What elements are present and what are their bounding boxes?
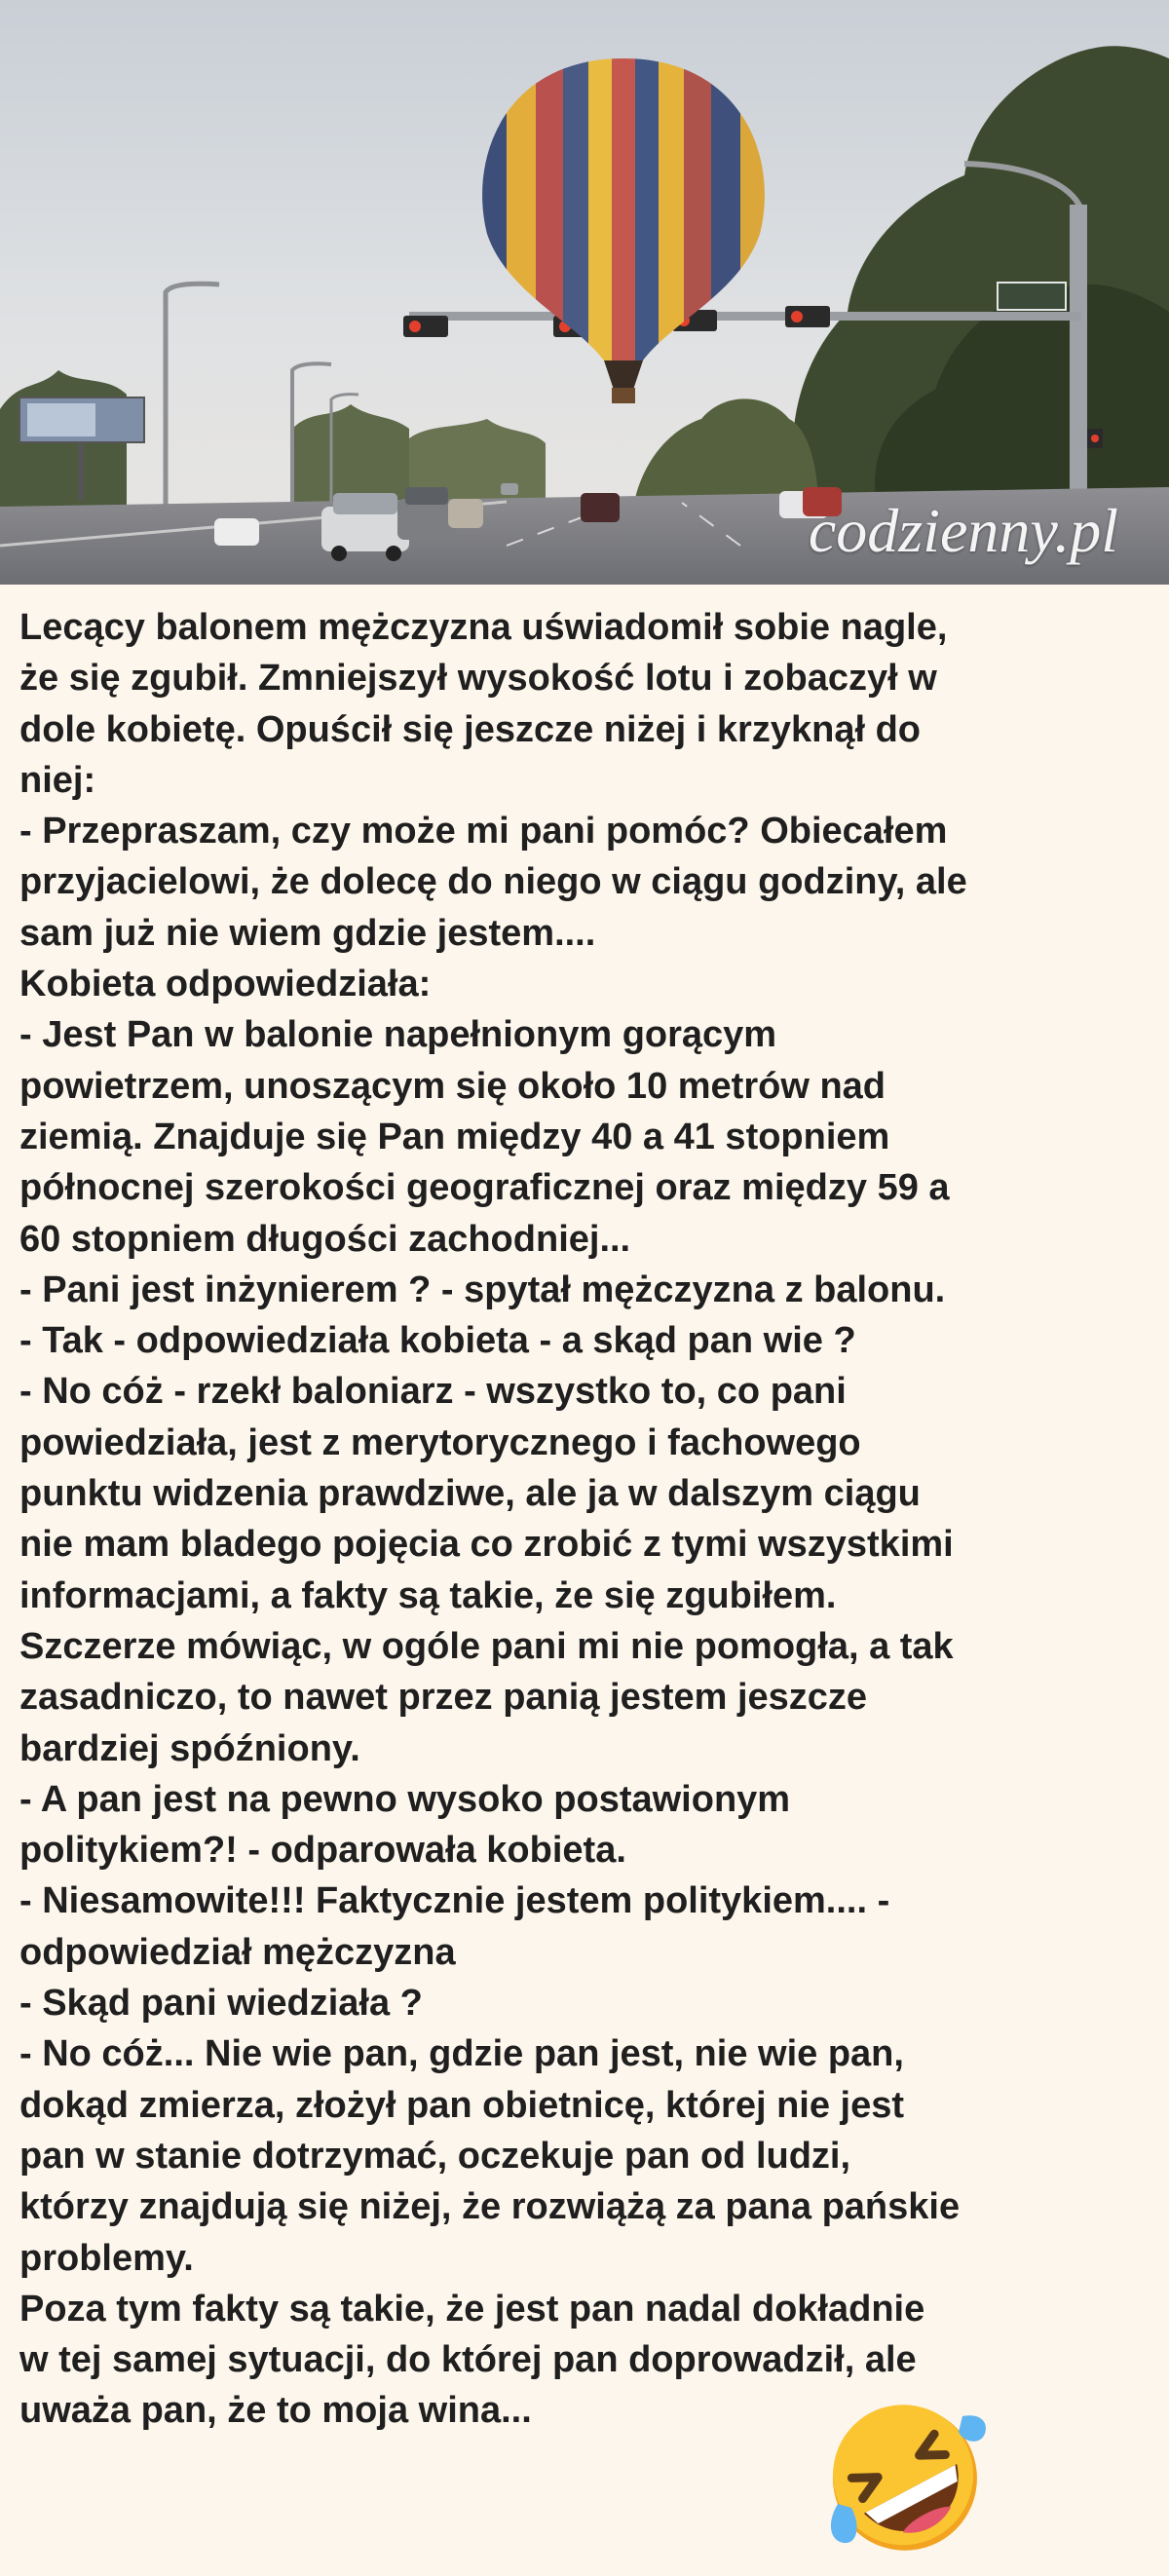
story-line: przyjacielowi, że dolecę do niego w ciągu godziny, ale — [19, 861, 967, 903]
story-line: politykiem?! - odparowała kobieta. — [19, 1830, 626, 1872]
story-line: - Skąd pani wiedziała ? — [19, 1983, 423, 2025]
story-line: którzy znajdują się niżej, że rozwiążą za pana pańskie — [19, 2186, 961, 2228]
story-line: - Przepraszam, czy może mi pani pomóc? Obiecałem — [19, 811, 948, 852]
story-line: dole kobietę. Opuścił się jeszcze niżej i krzyknął do — [19, 708, 921, 750]
story-line: informacjami, a fakty są takie, że się zgubiłem. — [19, 1574, 837, 1616]
story-line: nie mam bladego pojęcia co zrobić z tymi wszystkimi — [19, 1524, 954, 1566]
story-line: uważa pan, że to moja wina... — [19, 2390, 532, 2432]
story-line: - Jest Pan w balonie napełnionym gorącym — [19, 1014, 777, 1056]
story-line: - No cóż - rzekł baloniarz - wszystko to, co pani — [19, 1371, 847, 1413]
hot-air-balloon-photo — [0, 0, 1169, 585]
story-line: odpowiedział mężczyzna — [19, 1931, 456, 1973]
story-line: że się zgubił. Zmniejszył wysokość lotu i zobaczył w — [19, 658, 937, 700]
story-line: - No cóż... Nie wie pan, gdzie pan jest, nie wie pan, — [19, 2033, 904, 2075]
watermark-text: codzienny.pl — [808, 496, 1118, 565]
story-line: Kobieta odpowiedziała: — [19, 964, 432, 1005]
story-line: dokąd zmierza, złożył pan obietnicę, której nie jest — [19, 2084, 905, 2126]
story-line: Poza tym fakty są takie, że jest pan nadal dokładnie — [19, 2288, 925, 2330]
story-line: - Pani jest inżynierem ? - spytał mężczyzna z balonu. — [19, 1269, 946, 1310]
story-line: bardziej spóźniony. — [19, 1727, 360, 1769]
story-line: Lecący balonem mężczyzna uświadomił sobie nagle, — [19, 607, 948, 648]
story-line: - Niesamowite!!! Faktycznie jestem politykiem.... - — [19, 1880, 890, 1922]
rolling-laughing-emoji-icon — [816, 2389, 992, 2564]
story-line: Szczerze mówiąc, w ogóle pani mi nie pomogła, a tak — [19, 1625, 954, 1667]
story-line: - Tak - odpowiedziała kobieta - a skąd pan wie ? — [19, 1320, 856, 1362]
story-line: 60 stopniem długości zachodniej... — [19, 1218, 631, 1260]
story-line: pan w stanie dotrzymać, oczekuje pan od ludzi, — [19, 2135, 851, 2177]
story-line: - A pan jest na pewno wysoko postawionym — [19, 1778, 791, 1820]
story-line: ziemią. Znajduje się Pan między 40 a 41 stopniem — [19, 1116, 890, 1157]
story-line: zasadniczo, to nawet przez panią jestem jeszcze — [19, 1677, 868, 1719]
story-line: sam już nie wiem gdzie jestem.... — [19, 912, 596, 954]
joke-story-text — [19, 602, 1151, 2437]
story-line: powiedziała, jest z merytorycznego i fachowego — [19, 1421, 861, 1463]
story-line: punktu widzenia prawdziwe, ale ja w dalszym ciągu — [19, 1473, 921, 1515]
story-line: północnej szerokości geograficznej oraz między 59 a — [19, 1167, 950, 1209]
story-line: w tej samej sytuacji, do której pan doprowadził, ale — [19, 2339, 917, 2381]
story-line: niej: — [19, 759, 96, 801]
story-line: problemy. — [19, 2237, 194, 2279]
story-line: powietrzem, unoszącym się około 10 metrów nad — [19, 1065, 886, 1107]
